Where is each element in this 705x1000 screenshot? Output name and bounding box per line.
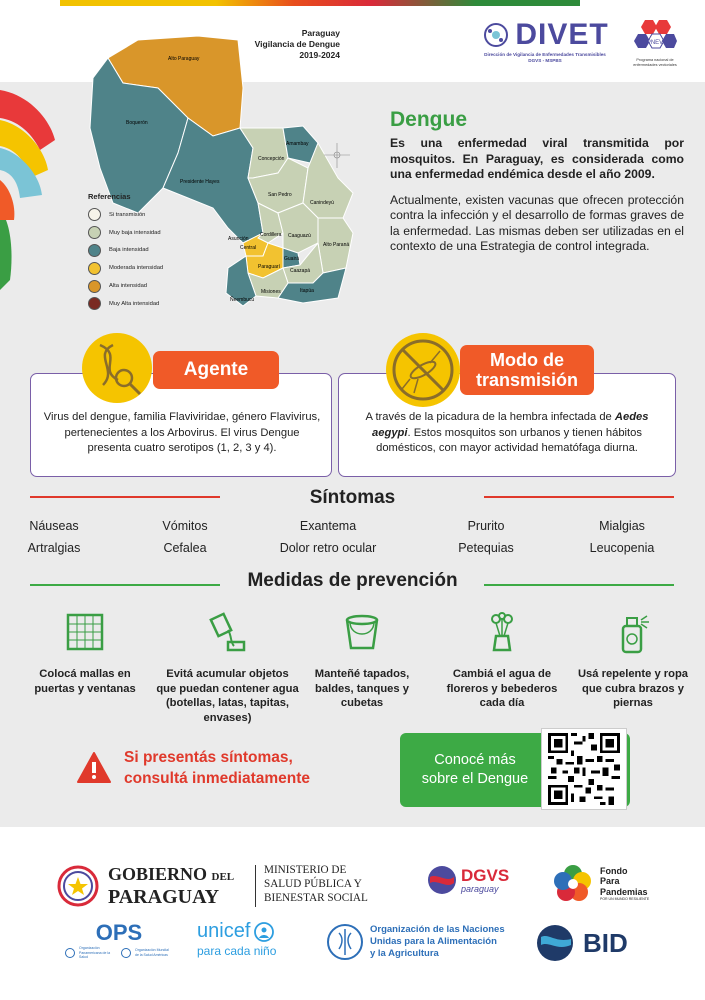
prevention-text: Evitá acumular objetos que puedan contener agua (botellas, latas, tapitas, envases)	[156, 668, 299, 724]
symptom: Artralgias	[27, 541, 81, 555]
divet-subtitle: Dirección de Vigilancia de Enfermedades Transmisibles	[484, 52, 606, 57]
fao-logo	[326, 923, 505, 961]
legend-swatch	[88, 244, 101, 257]
dgvs-logo	[425, 863, 509, 897]
map-title-line: Vigilancia de Dengue	[254, 39, 340, 49]
species-name: Aedes aegypi	[372, 411, 649, 439]
fao-line: y la Agricultura	[370, 948, 439, 959]
ops-subtitle: Américas	[153, 952, 168, 957]
gobierno-text: GOBIERNO	[108, 863, 208, 884]
transmision-text-after: . Estos mosquitos son urbanos y tienen hábitos domésticos, con mayor actividad hematófaga diurna.	[376, 426, 642, 454]
unicef-text: unicef	[197, 920, 251, 942]
alert-line: Si presentás síntomas,	[124, 749, 293, 766]
bucket-icon	[342, 612, 382, 654]
transmision-title-line: transmisión	[475, 370, 579, 390]
region-label: Misiones	[261, 289, 281, 295]
prevention-item	[297, 612, 427, 711]
legend-item	[88, 277, 198, 295]
symptom: Petequias	[458, 541, 514, 555]
coat-of-arms-icon	[56, 864, 100, 908]
footer-logos	[0, 827, 705, 1000]
ministerio-line: SALUD PÚBLICA Y	[264, 878, 362, 890]
legend-swatch	[88, 262, 101, 275]
region-label: Guairá	[284, 256, 300, 262]
ops-subtitle: Organización Mundial de la Salud	[135, 948, 169, 957]
ops-logo	[64, 922, 174, 960]
region-label: Boquerón	[126, 120, 148, 126]
region-label: Central	[240, 245, 257, 251]
divet-logo	[475, 18, 615, 64]
symptoms-alert	[76, 747, 310, 789]
legend-label: Si transmisión	[109, 211, 146, 218]
region-label: Ñeembucú	[230, 297, 255, 303]
sintomas-title: Síntomas	[309, 487, 396, 508]
prevention-text: Manteñé tapados, baldes, tanques y cubetas	[314, 668, 410, 709]
qr-code-icon	[546, 733, 622, 805]
alert-line: consultá inmediatamente	[124, 770, 311, 787]
transmision-text	[352, 410, 662, 457]
legend-item	[88, 259, 198, 277]
divet-subtitle: DGVS - MSPBS	[528, 58, 562, 63]
fao-emblem-icon	[326, 923, 364, 961]
bid-emblem-icon	[535, 923, 579, 963]
region-label: Concepción	[258, 156, 285, 162]
legend-swatch	[88, 208, 101, 221]
fao-line: Unidas para la Alimentación	[370, 936, 497, 947]
dengue-title: Dengue	[390, 108, 468, 131]
globe-icon	[425, 863, 459, 897]
learn-more-text	[406, 751, 544, 789]
prevention-item	[574, 612, 692, 711]
qr-code[interactable]	[541, 728, 627, 810]
unicef-subtitle: para cada niño	[197, 944, 277, 958]
legend-label: Muy Alta intensidad	[109, 300, 160, 307]
fondo-subtitle: POR UN MUNDO RESILIENTE	[600, 897, 650, 902]
legend-item	[88, 242, 198, 260]
cta-line: sobre el Dengue	[421, 771, 529, 787]
map-title-line: 2019-2024	[299, 50, 340, 60]
learn-more-box[interactable]	[400, 733, 630, 807]
window-screen-icon	[65, 612, 105, 654]
pnev-subtitle: Programa nacional de enfermedades vectoriales	[633, 58, 677, 67]
unicef-emblem-icon	[253, 921, 275, 943]
flower-vase-icon	[482, 612, 522, 654]
fao-line: Organización de las Naciones	[370, 924, 505, 935]
fondo-pandemias-logo	[552, 863, 649, 905]
symptom: Cefalea	[163, 541, 207, 555]
alert-text	[124, 747, 310, 789]
legend-item	[88, 206, 198, 224]
decorative-shapes	[0, 80, 60, 300]
region-label: Itapúa	[300, 288, 314, 294]
transmision-title-line: Modo de	[490, 350, 564, 370]
symptom: Leucopenia	[589, 541, 655, 555]
fondo-line: Fondo	[600, 865, 628, 876]
ops-subtitle: Organización Panamericana de la Salud	[79, 946, 111, 959]
map-title-line: Paraguay	[301, 28, 340, 38]
logo-divider	[255, 865, 256, 907]
prevencion-title: Medidas de prevención	[247, 570, 458, 591]
legend-swatch	[88, 226, 101, 239]
agente-text: Virus del dengue, familia Flaviviridae, género Flavivirus, pertenecientes a los Arbovirus. El virus Dengue presenta cuatro serotipos (1, 2, 3 y 4).	[43, 411, 321, 454]
legend-label: Moderada intensidad	[109, 265, 164, 272]
prevention-item	[437, 612, 567, 711]
region-label: Caazapá	[290, 268, 311, 274]
prevention-text: Usá repelente y ropa que cubra brazos y piernas	[577, 668, 689, 709]
cta-line: Conocé más	[434, 752, 516, 768]
pnev-logo	[625, 18, 685, 67]
ministerio-line: BIENESTAR SOCIAL	[264, 892, 368, 904]
symptom: Dolor retro ocular	[279, 541, 377, 555]
legend-swatch	[88, 280, 101, 293]
prevention-text: Colocá mallas en puertas y ventanas	[34, 668, 136, 695]
symptom: Náuseas	[29, 519, 79, 533]
region-label: Asunción	[228, 236, 249, 242]
mosquito-icon	[390, 337, 456, 403]
prevention-text: Cambiá el agua de floreros y bebederos cada día	[446, 668, 558, 709]
symptom: Vómitos	[162, 519, 208, 533]
divet-wordmark: DIVET	[515, 18, 609, 51]
transmision-title	[460, 345, 594, 395]
dengue-bold-paragraph: Es una enfermedad viral transmitida por mosquitos. En Paraguay, es considerada como una enfermedad endémica desde el año 2009.	[390, 136, 684, 181]
gobierno-paraguay-logo	[56, 864, 234, 908]
pouring-water-icon	[208, 612, 248, 654]
dgvs-text: DGVS	[461, 865, 510, 885]
region-label: Canindeyú	[310, 200, 334, 206]
region-label: Paraguarí	[258, 264, 280, 270]
bid-logo	[535, 923, 628, 963]
dna-icon	[88, 340, 148, 398]
legend-swatch	[88, 297, 101, 310]
gobierno-del-text: DEL	[211, 870, 235, 883]
symptom: Exantema	[299, 519, 357, 533]
dengue-intro	[390, 108, 684, 255]
legend-label: Alta intensidad	[109, 283, 148, 290]
repellent-spray-icon	[613, 612, 653, 654]
fondo-line: Para	[600, 876, 620, 887]
paraguay-text: PARAGUAY	[108, 885, 220, 908]
symptom: Mialgias	[599, 519, 645, 533]
unicef-logo	[197, 920, 276, 958]
prevention-item	[155, 612, 300, 725]
flower-logo-icon	[552, 863, 594, 905]
region-label: Amambay	[286, 141, 309, 147]
svg-text:PNEV: PNEV	[646, 40, 664, 46]
dengue-paragraph: Actualmente, existen vacunas que ofrecen protección contra la infección y el desarrollo de formas graves de la enfermedad. Las mismas deben ser utilizadas en el contexto de una Estrategia de control integrada.	[390, 192, 684, 253]
region-label: Caaguazú	[288, 233, 311, 239]
bid-text: BID	[583, 927, 628, 958]
region-label: Presidente Hayes	[180, 179, 220, 185]
hexagon-icon	[633, 18, 677, 58]
region-label: Alto Paraná	[323, 242, 350, 248]
transmision-text-before: A través de la picadura de la hembra infectada de	[365, 411, 612, 423]
agente-title: Agente	[153, 351, 279, 389]
legend-label: Muy baja intensidad	[109, 229, 161, 236]
dgvs-subtitle: paraguay	[461, 883, 499, 894]
prevention-item	[20, 612, 150, 696]
virus-icon	[481, 20, 511, 50]
symptom: Prurito	[467, 519, 505, 533]
legend-item	[88, 295, 198, 313]
region-label: Alto Paraguay	[168, 56, 200, 62]
region-label: Cordillera	[260, 232, 282, 238]
warning-icon	[76, 751, 112, 785]
ministerio-text	[264, 863, 368, 905]
ministerio-line: MINISTERIO DE	[264, 864, 347, 876]
paho-emblem-icon	[65, 948, 75, 958]
region-label: San Pedro	[268, 192, 292, 198]
map-legend	[88, 192, 198, 313]
legend-item	[88, 224, 198, 242]
legend-title: Referencias	[88, 192, 131, 201]
top-color-stripe	[60, 0, 580, 6]
who-emblem-icon	[121, 948, 131, 958]
fondo-line: Pandemias	[600, 886, 648, 897]
legend-label: Baja intensidad	[109, 247, 149, 254]
ops-text: OPS	[95, 920, 143, 945]
header-logos	[475, 18, 685, 78]
